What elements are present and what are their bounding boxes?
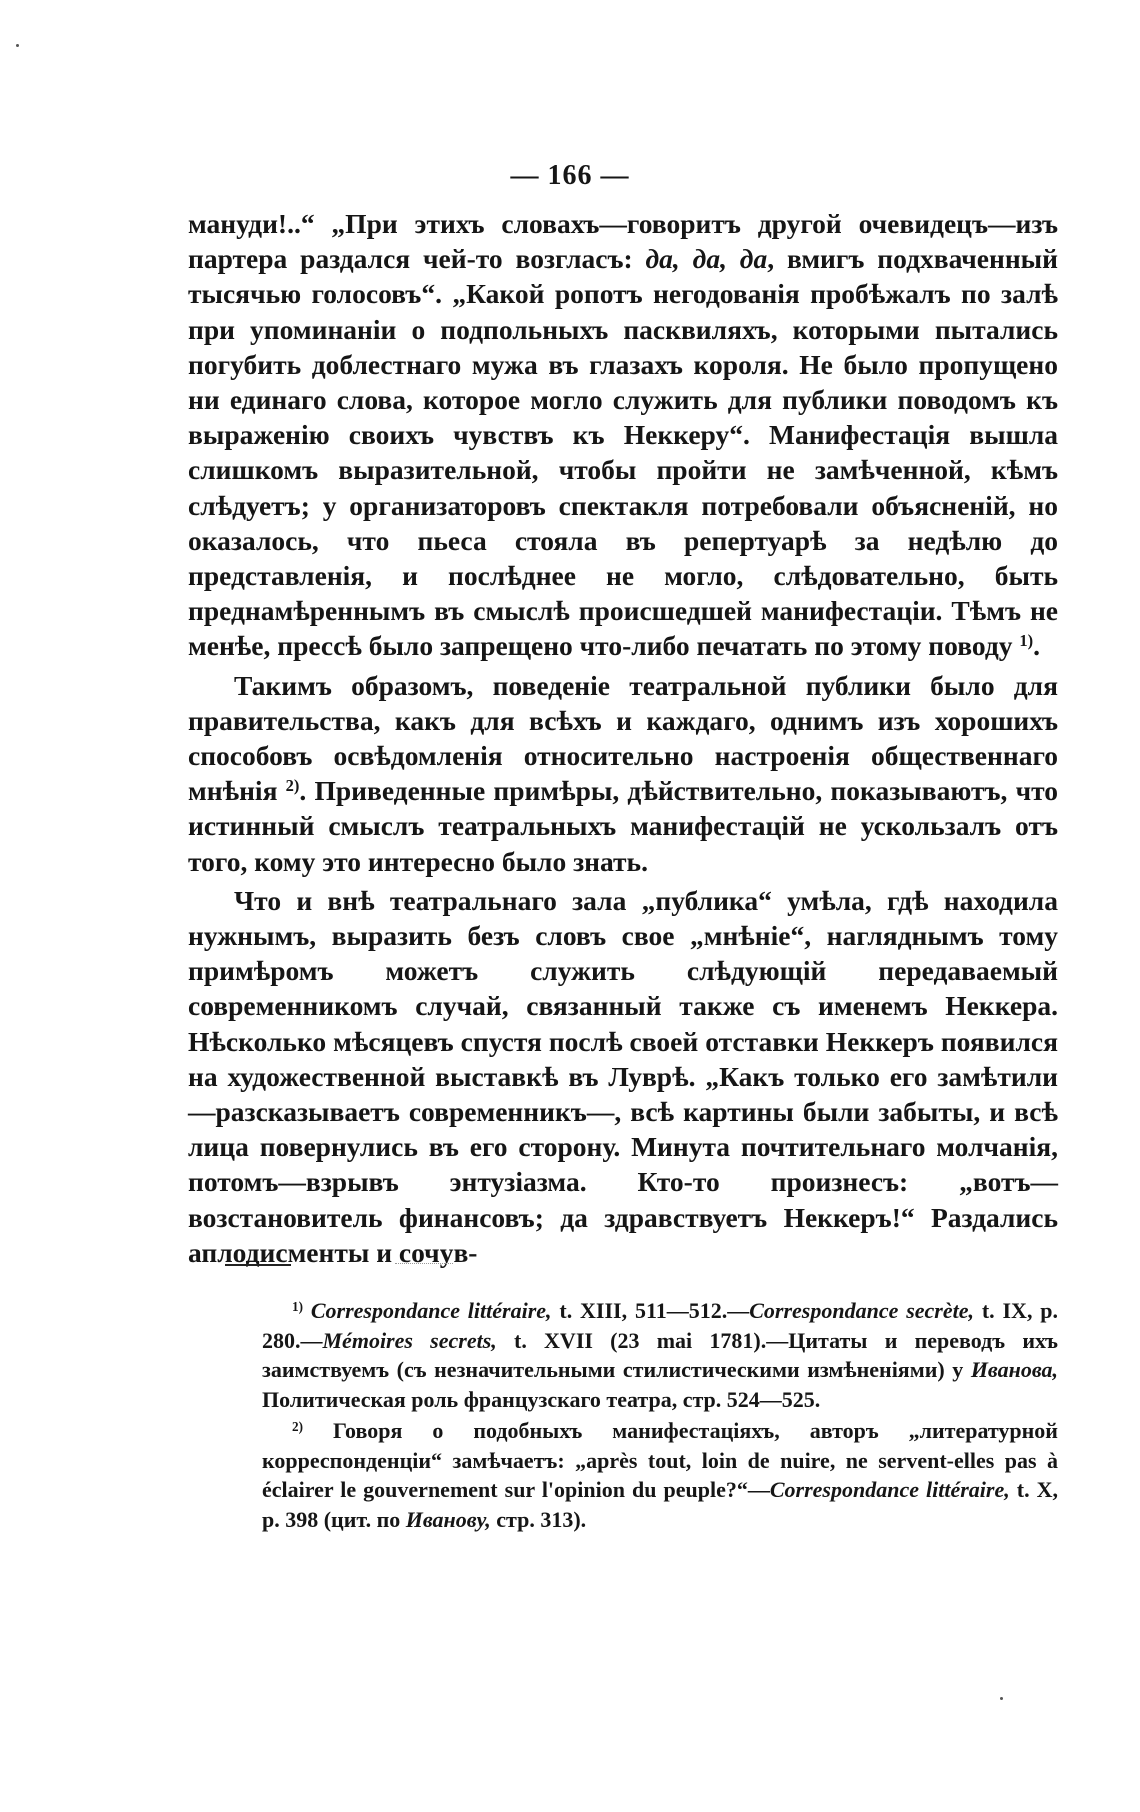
italic-text: да, да, да: [645, 243, 768, 275]
text-run: t. IX, p. 280.—: [262, 1298, 1059, 1353]
text-run: Что и внѣ театральнаго зала „публика“ умѣла, гдѣ находила нужнымъ, выразить безъ словъ свое „мнѣніе“, нагляднымъ тому примѣромъ можетъ служить слѣдующій передаваемый современникомъ случай, связанный также съ именемъ Неккера. Нѣсколько мѣсяцевъ спустя послѣ своей отставки Неккеръ появился на художественной выставкѣ въ Луврѣ. „Какъ только его замѣтили—разсказываетъ современникъ—, всѣ картины были забыты, и всѣ лица повернулись въ его сторону. Минута почтительнаго молчанія, потомъ—взрывъ энтузіазма. Кто-то произнесъ: „вотъ—возстановитель финансовъ; да здравствуетъ Неккеръ!“ Раздались аплодисменты и сочув-: [188, 884, 1058, 1268]
footnotes: [262, 1296, 1058, 1536]
paragraph: [188, 668, 1058, 879]
footnote-separator: [225, 1264, 291, 1266]
italic-text: Mémoires secrets,: [322, 1327, 497, 1353]
scan-speck: [16, 44, 19, 47]
text-run: t. X, p. 398 (цит. по: [262, 1477, 1059, 1532]
text-run: [303, 1298, 311, 1323]
text-run: t. XVII (23 mai 1781).—Цитаты и переводъ ихъ заимствуемъ (съ незначительными стилистическими измѣненіями) у: [262, 1327, 1058, 1382]
text-run: .: [1033, 630, 1041, 662]
italic-text: Иванова,: [970, 1357, 1058, 1382]
footnote-marker: 1): [292, 1298, 303, 1314]
text-run: стр. 313).: [490, 1506, 587, 1532]
footnote-marker: 2): [285, 776, 300, 796]
scan-artifact-line: [395, 1263, 453, 1264]
footnote: [262, 1416, 1058, 1534]
text-run: t. XIII, 511—512.—: [551, 1298, 750, 1323]
italic-text: Correspondance littéraire,: [310, 1298, 552, 1323]
text-run: мануди!..“ „При этихъ словахъ—говоритъ другой очевидецъ—изъ партера раздался чей-то возгласъ:: [188, 208, 1058, 275]
italic-text: Correspondance littéraire,: [769, 1477, 1010, 1502]
footnote-marker: 1): [1019, 631, 1034, 651]
italic-text: Correspondance secrète,: [749, 1298, 974, 1323]
italic-text: Иванову,: [405, 1506, 491, 1532]
text-run: Говоря о подобныхъ манифестаціяхъ, авторъ „литературной корреспонденціи“ замѣчаетъ: „après tout, loin de nuire, ne servent-elles pas à éclairer le gouvernement sur l'opinion du peuple?“—: [262, 1418, 1058, 1502]
footnote: [262, 1296, 1058, 1414]
text-run: Политическая роль французскаго театра, стр. 524—525.: [262, 1386, 821, 1412]
main-text: [188, 206, 1058, 1270]
page-number: — 166 —: [510, 160, 630, 191]
footnote-marker: 2): [292, 1418, 303, 1434]
paragraph: [188, 883, 1058, 1270]
text-run: Такимъ образомъ, поведеніе театральной публики было для правительства, какъ для всѣхъ и каждаго, однимъ изъ хорошихъ способовъ освѣдомленія относительно настроенія общественнаго мнѣнія: [188, 669, 1058, 807]
scan-speck: [1000, 1697, 1003, 1700]
text-run: , вмигъ подхваченный тысячью голосовъ“. „Какой ропотъ негодованія пробѣжалъ по залѣ при упоминаніи о подпольныхъ пасквиляхъ, которыми пытались погубить доблестнаго мужа въ глазахъ короля. Не было пропущено ни единаго слова, которое могло служить для публики поводомъ къ выраженію своихъ чувствъ къ Неккеру“. Манифестація вышла слишкомъ выразительной, чтобы пройти не замѣченной, кѣмъ слѣдуетъ; у организаторовъ спектакля потребовали объясненій, но оказалось, что пьеса стояла въ репертуарѣ за недѣлю до представленія, и послѣднее не могло, слѣдовательно, быть преднамѣреннымъ въ смыслѣ происшедшей манифестаціи. Тѣмъ не менѣе, прессѣ было запрещено что-либо печатать по этому поводу: [188, 243, 1058, 662]
text-run: . Приведенные примѣры, дѣйствительно, показываютъ, что истинный смыслъ театральныхъ манифестацій не ускользалъ отъ того, кому это интересно было знать.: [188, 775, 1058, 877]
paragraph: [188, 206, 1058, 664]
